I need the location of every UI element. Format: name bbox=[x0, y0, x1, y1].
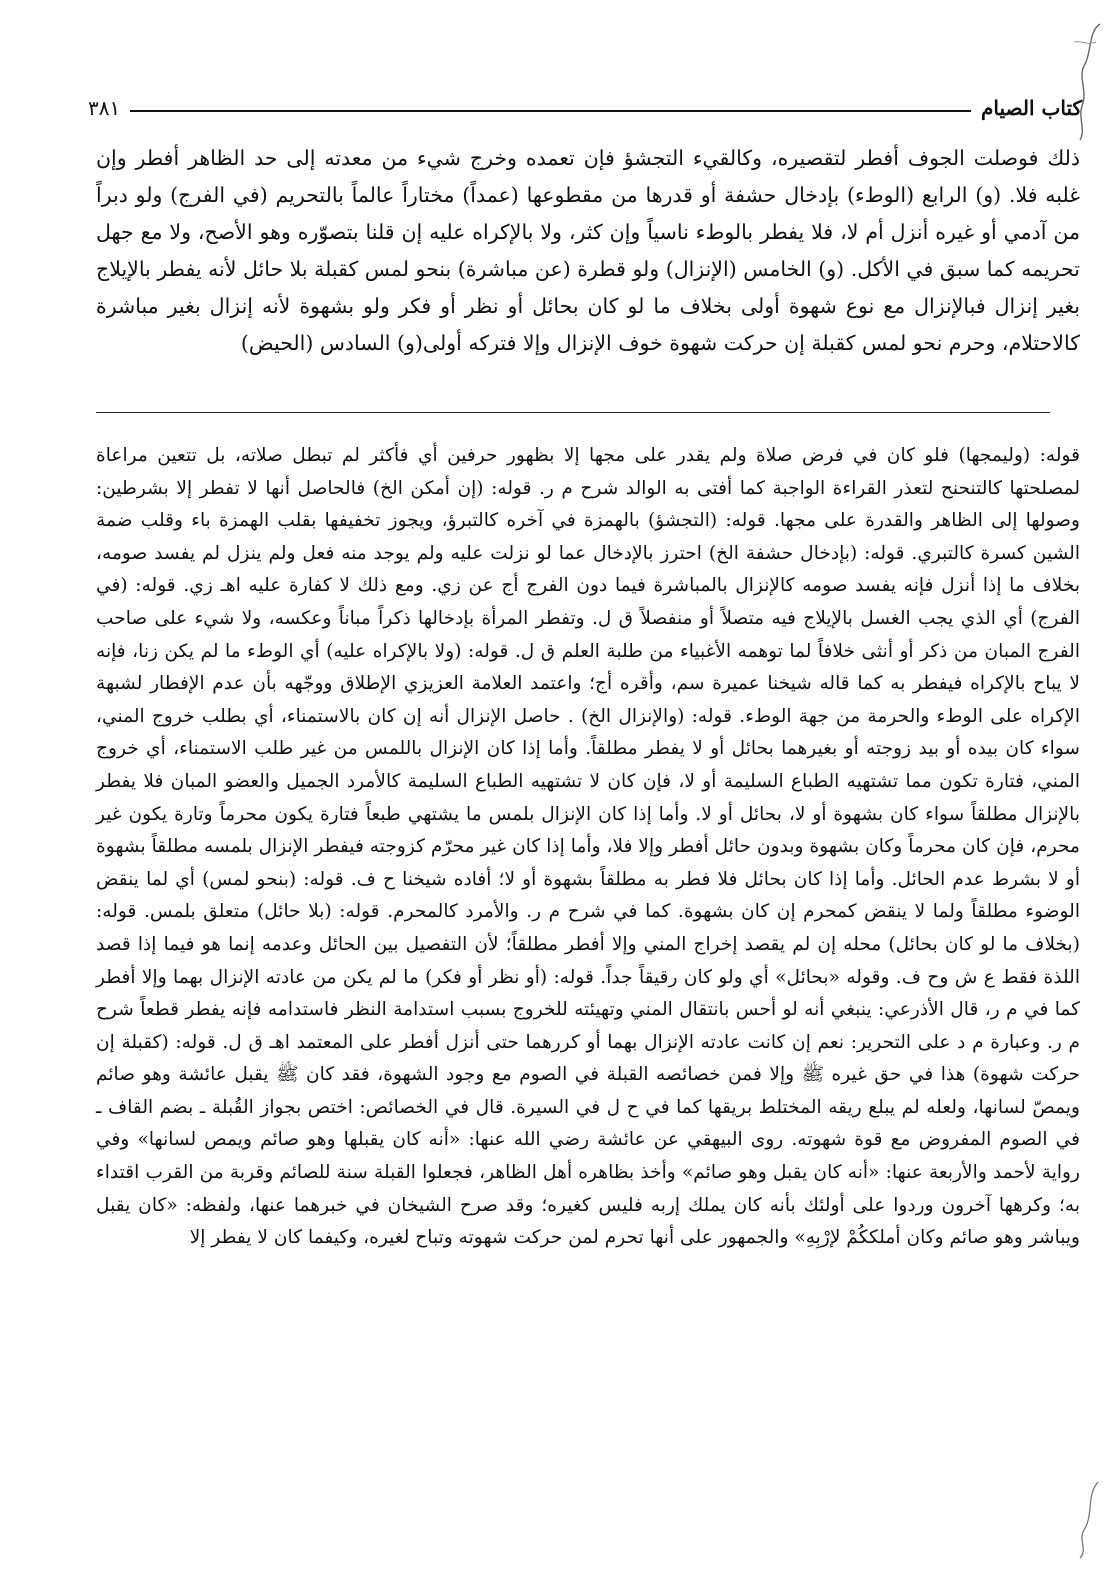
corner-ornament bbox=[1070, 22, 1104, 142]
book-title: كتاب الصيام bbox=[981, 96, 1082, 120]
main-text: ذلك فوصلت الجوف أفطر لتقصيره، وكالقيء التجشؤ فإن تعمده وخرج شيء من معدته إلى حد الظاهر أفطر وإن غلبه فلا. (و) الرابع (الوطء) بإدخال حشفة أو قدرها من مقطوعها (عمداً) مختاراً عالماً بالتحريم (في الفرج) ولو دبراً من آدمي أو غيره أنزل أم لا، فلا يفطر بالوطء ناسياً وإن كثر، ولا بالإكراه عليه إن قلنا بتصوّره وهو الأصح، ولا مع جهل تحريمه كما سبق في الأكل. (و) الخامس (الإنزال) ولو قطرة (عن مباشرة) بنحو لمس كقبلة بلا حائل لأنه يفطر بالإيلاج بغير إنزال فبالإنزال مع نوع شهوة أولى بخلاف ما لو كان بحائل أو نظر أو فكر ولو بشهوة لأنه إنزال بغير مباشرة كالاحتلام، وحرم نحو لمس كقبلة إن حركت شهوة خوف الإنزال وإلا فتركه أولى(و) السادس (الحيض) bbox=[96, 146, 1080, 355]
commentary-text: قوله: (وليمجها) فلو كان في فرض صلاة ولم يقدر على مجها إلا بظهور حرفين أي فأكثر لم تبطل صلاته، بل تتعين مراعاة لمصلحتها كالتنحنح لتعذر القراءة الواجبة كما أفتى به الوالد شرح م ر. قوله: (إن أمكن الخ) فالحاصل أنها لا تفطر إلا بشرطين: وصولها إلى الظاهر والقدرة على مجها. قوله: (التجشؤ) بالهمزة في آخره كالتبرؤ، ويجوز تخفيفها بقلب الهمزة باء وقلب ضمة الشين كسرة كالتبري. قوله: (بإدخال حشفة الخ) احترز بالإدخال عما لو نزلت عليه ولم يوجد منه فعل ولم ينزل لم يفسد صومه، بخلاف ما إذا أنزل فإنه يفسد صومه كالإنزال بالمباشرة فيما دون الفرج أج عن زي. ومع ذلك لا كفارة عليه اهـ زي. قوله: (في الفرج) أي الذي يجب الغسل بالإيلاج فيه متصلاً أو منفصلاً ق ل. وتفطر المرأة بإدخالها ذكراً مباناً وعكسه، ولا شيء على صاحب الفرج المبان من ذكر أو أنثى خلافاً لما توهمه الأغبياء من طلبة العلم ق ل. قوله: (ولا بالإكراه عليه) أي الوطء ما لم يكن زنا، فإنه لا يباح بالإكراه فيفطر به كما قاله شيخنا عميرة سم، وأقره أج؛ واعتمد العلامة العزيزي الإطلاق ووجّهه بأن عدم الإفطار لشبهة الإكراه على الوطء والحرمة من جهة الوطء. قوله: (والإنزال الخ) . حاصل الإنزال أنه إن كان بالاستمناء، أي بطلب خروج المني، سواء كان بيده أو بيد زوجته أو بغيرهما بحائل أو لا يفطر مطلقاً. وأما إذا كان الإنزال باللمس من غير طلب الاستمناء، أي خروج المني، فتارة تكون مما تشتهيه الطباع السليمة أو لا، فإن كان لا تشتهيه الطباع السليمة كالأمرد الجميل والعضو المبان فلا يفطر بالإنزال مطلقاً سواء كان بشهوة أو لا، بحائل أو لا. وأما إذا كان الإنزال بلمس ما يشتهي طبعاً فتارة يكون محرماً وتارة يكون غير محرم، فإن كان محرماً وكان بشهوة وبدون حائل أفطر وإلا فلا، وأما إذا كان غير محرّم كزوجته فيفطر الإنزال بلمسه مطلقاً بشهوة أو لا بشرط عدم الحائل. وأما إذا كان بحائل فلا فطر به مطلقاً بشهوة أو لا؛ أفاده شيخنا ح ف. قوله: (بنحو لمس) أي لما ينقض الوضوء مطلقاً ولما لا ينقض كمحرم إن كان بشهوة. كما في شرح م ر. والأمرد كالمحرم. قوله: (بلا حائل) متعلق بلمس. قوله: (بخلاف ما لو كان بحائل) محله إن لم يقصد إخراج المني وإلا أفطر مطلقاً؛ لأن التفصيل بين الحائل وعدمه إنما هو فيما إذا قصد اللذة فقط ع ش وح ف. وقوله «بحائل» أي ولو كان رقيقاً جداً. قوله: (أو نظر أو فكر) ما لم يكن من عادته الإنزال بهما وإلا أفطر كما في م ر، قال الأذرعي: ينبغي أنه لو أحس بانتقال المني وتهيئته للخروج بسبب استدامة النظر فاستدامه فإنه يفطر قطعاً شرح م ر. وعبارة م د على التحرير: نعم إن كانت عادته الإنزال بهما أو كررهما حتى أنزل أفطر على المعتمد اهـ ق ل. قوله: (كقبلة إن حركت شهوة) هذا في حق غيره ﷺ وإلا فمن خصائصه القبلة في الصوم مع وجود الشهوة، فقد كان ﷺ يقبل عائشة وهو صائم ويمصّ لسانها، ولعله لم يبلع ريقه المختلط بريقها كما في ح ل في السيرة. قال في الخصائص: اختص بجواز القُبلة ـ بضم القاف ـ في الصوم المفروض مع قوة شهوته. روى البيهقي عن عائشة رضي الله عنها: «أنه كان يقبلها وهو صائم ويمص لسانها» وفي رواية لأحمد والأربعة عنها: «أنه كان يقبل وهو صائم» وأخذ بظاهره أهل الظاهر، فجعلوا القبلة سنة للصائم وقربة من القرب اقتداء به؛ وكرهها آخرون وردوا على أولئك بأنه كان يملك إربه فليس كغيره؛ وقد صرح الشيخان في خبرهما عنها، ولفظه: «كان يقبل ويباشر وهو صائم وكان أملككُمْ لإرْبِهِ» والجمهور على أنها تحرم لمن حركت شهوته وتباح لغيره، وكيفما كان لا يفطر إلا bbox=[96, 445, 1080, 1249]
footnote-separator bbox=[96, 412, 1050, 413]
page-number: ٣٨١ bbox=[88, 96, 121, 120]
page-header bbox=[88, 92, 1082, 124]
header-rule bbox=[130, 110, 971, 112]
corner-ornament-bottom bbox=[1072, 1480, 1102, 1560]
